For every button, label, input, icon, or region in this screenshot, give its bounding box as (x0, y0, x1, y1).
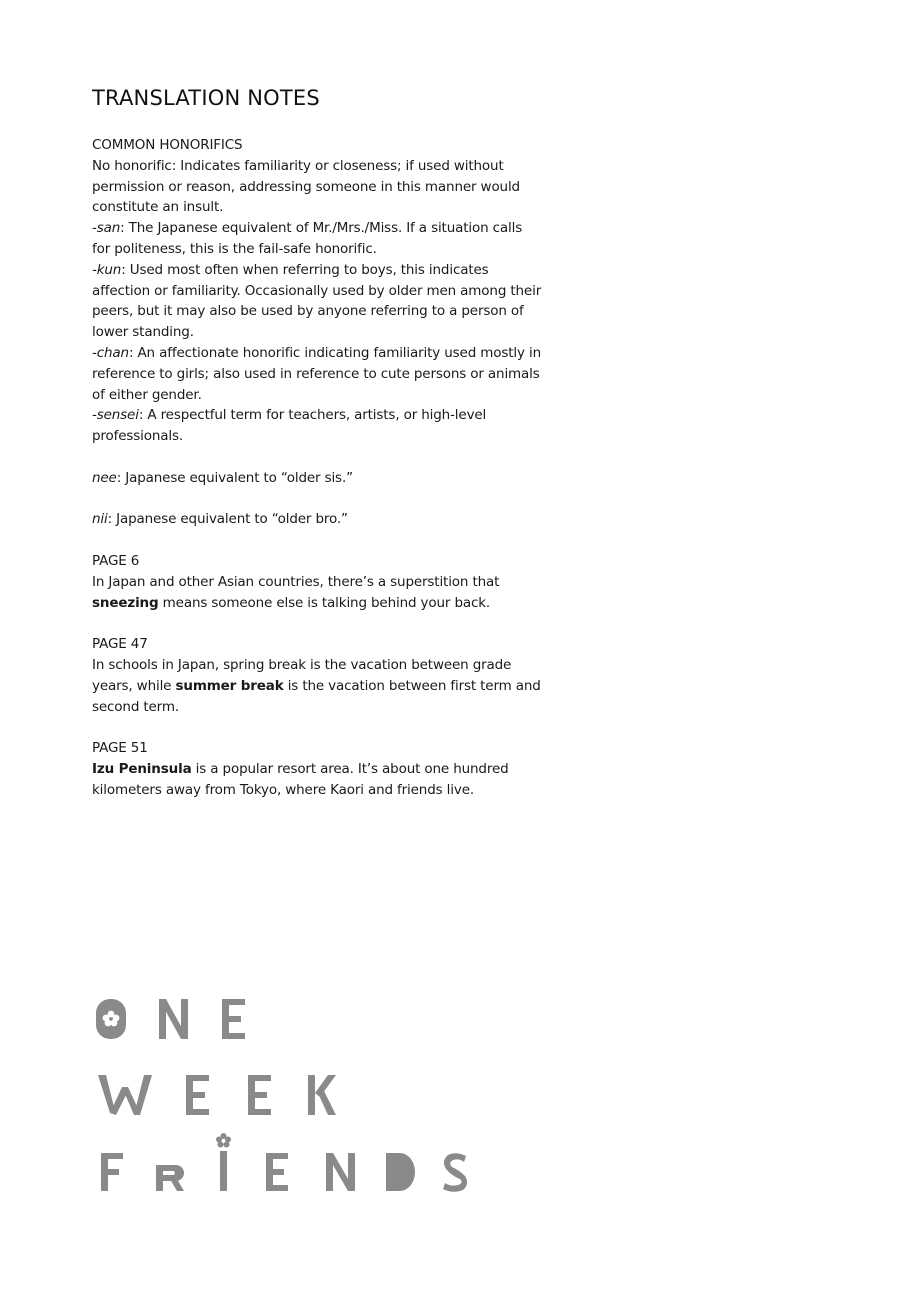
page-title: TRANSLATION NOTES (92, 86, 320, 110)
logo-letter-n-2 (326, 1153, 355, 1191)
note-nii (92, 509, 542, 530)
logo-line-2: WEEK (96, 997, 99, 998)
honorific-kun (92, 260, 542, 343)
term: nii (92, 511, 108, 528)
one-week-friends-logo (96, 995, 486, 1205)
logo-letter-o (96, 999, 126, 1039)
definition: : The Japanese equivalent of Mr./Mrs./Miss. If a situation calls for politeness, this is the fail-safe honorific. (92, 220, 523, 257)
term: nee (92, 469, 117, 486)
page-ref: PAGE 47 (92, 636, 148, 653)
spacer (92, 717, 542, 738)
logo-letter-k (308, 1075, 336, 1115)
page-ref: PAGE 51 (92, 740, 148, 757)
logo-letter-e (222, 999, 245, 1039)
notes-body (92, 135, 542, 801)
note-keyword: sneezing (92, 594, 159, 611)
term: -chan (92, 344, 129, 361)
logo-letter-e-2 (186, 1075, 209, 1115)
logo-glyphs (96, 999, 467, 1192)
page-note (92, 655, 542, 717)
logo-letter-s (443, 1153, 467, 1192)
spacer (92, 447, 542, 468)
note-text-after: is a popular resort area. It’s about one hundred kilometers away from Tokyo, where Kaori and friends live. (92, 760, 509, 798)
honorific-none: No honorific: Indicates familiarity or closeness; if used without permission or reason, addressing someone in this manner would constitute an insult. (92, 157, 520, 216)
note-keyword: Izu Peninsula (92, 760, 192, 777)
logo-letter-f (101, 1153, 123, 1191)
honorifics-heading: COMMON HONORIFICS (92, 137, 243, 153)
term: -kun (92, 261, 122, 278)
definition: : A respectful term for teachers, artists, or high-level professionals. (92, 407, 487, 445)
flower-icon (216, 1133, 231, 1148)
logo-letter-d (386, 1153, 415, 1191)
note-text-before: In schools in Japan, spring break is the vacation between grade years, while (92, 656, 512, 694)
spacer (92, 613, 542, 634)
note-text-after: is the vacation between first term and second term. (92, 677, 541, 715)
logo-line-1: ONE (96, 996, 99, 997)
logo-letter-w (98, 1075, 152, 1115)
page-note (92, 572, 542, 614)
page-note (92, 759, 542, 801)
definition: : Japanese equivalent to “older sis.” (116, 469, 353, 486)
logo-letter-e-4 (266, 1153, 288, 1191)
note-nee (92, 468, 542, 489)
term: -sensei (92, 407, 139, 424)
note-text-after: means someone else is talking behind your back. (158, 594, 491, 611)
spacer (92, 489, 542, 510)
note-keyword: summer break (175, 677, 284, 694)
honorific-chan (92, 343, 542, 405)
page-ref: PAGE 6 (92, 552, 140, 569)
honorific-sensei (92, 405, 542, 447)
logo-letter-r (156, 1165, 184, 1191)
logo-letter-i (216, 1133, 231, 1191)
honorific-san (92, 218, 542, 260)
logo-letter-e-3 (248, 1075, 271, 1115)
definition: : Used most often when referring to boys, this indicates affection or familiarity. Occasionally used by older men among their peers, but it may also be used by anyone referring to a person of lower standing. (92, 261, 542, 341)
term: -san (92, 220, 121, 237)
logo-text (96, 995, 101, 999)
definition: : Japanese equivalent to “older bro.” (107, 511, 348, 528)
spacer (92, 530, 542, 551)
logo-line-3: FRIENDS (96, 998, 101, 999)
definition: : An affectionate honorific indicating familiarity used mostly in reference to girls; also used in reference to cute persons or animals of either gender. (92, 344, 541, 403)
note-text-before: In Japan and other Asian countries, there’s a superstition that (92, 573, 500, 590)
logo-letter-n (159, 999, 188, 1039)
